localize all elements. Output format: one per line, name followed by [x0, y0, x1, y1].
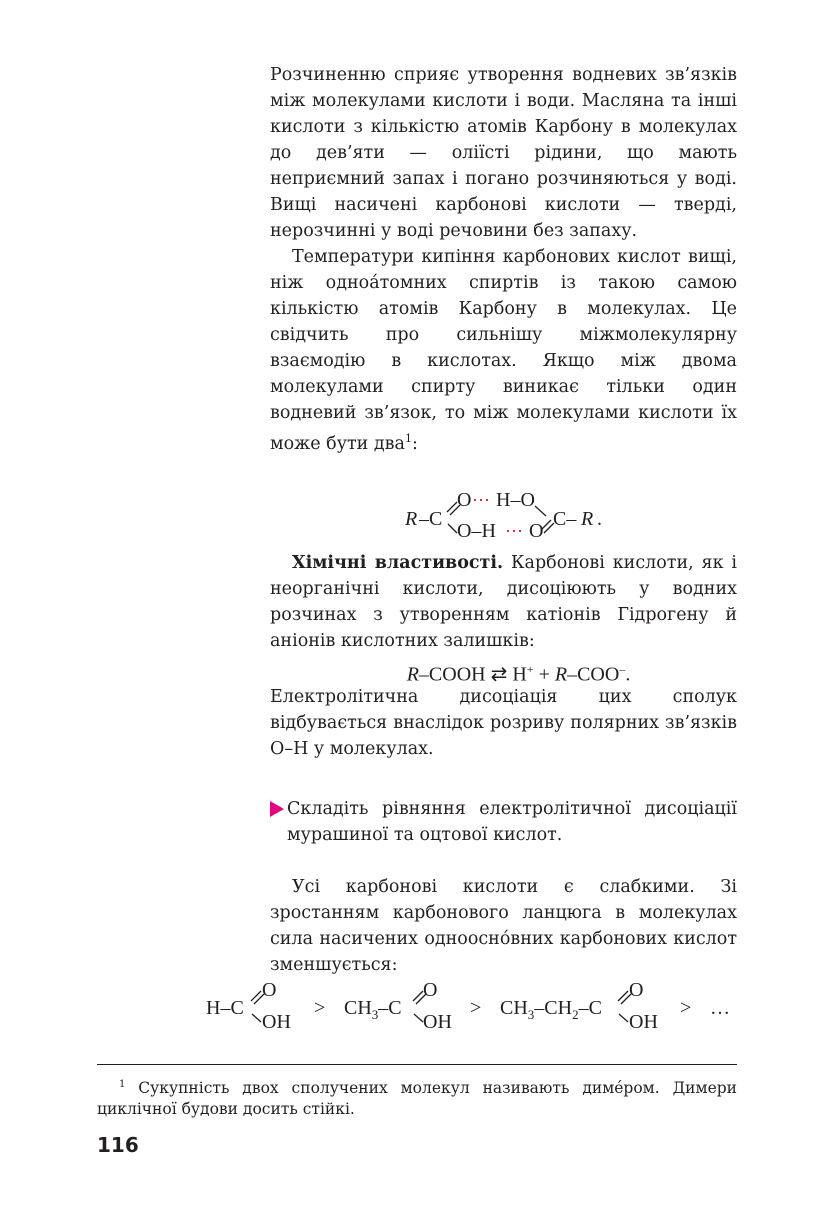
paragraph-dissociation: Електролітична дисоціація цих сполук відбувається внаслідок розриву полярних зв’язків O–H у молекулах. — [270, 687, 737, 759]
eq-rhs: –COO — [567, 663, 620, 686]
task-triangle-icon — [270, 801, 284, 817]
dimer-right-C: C– — [553, 508, 577, 530]
page-number: 116 — [97, 1133, 139, 1157]
eq-lhs-R: R — [406, 663, 419, 686]
gt-1: > — [314, 997, 326, 1019]
footnote-mark: 1 — [119, 1079, 126, 1090]
svg-text:O: O — [423, 979, 438, 1001]
eq-rhs-R: R — [554, 663, 568, 686]
paragraph-solubility: Розчиненню сприяє утворення водневих зв’язків між молекулами кислоти і води. Масляна та інші кислоти з кількістю атомів Карбону в молекулах до дев’яти — оліїсті рідини, що мають неприємний запах і погано розчиняються у воді. Вищі насичені карбонові кислоти — тверді, нерозчинні у воді речовини без запаху. — [270, 65, 737, 241]
paragraph-boiling-text: Температури кипіння карбонових кислот вищі, ніж однoáтомних спиртів із такою самою кількістю атомів Карбону в молекулах. Це свідчить про сильнішу міжмолекулярну взаємодію в кислотах. Якщо між двома молекулами спирту виникає тільки один водневий зв’язок, то між молекулами кислоти їх може бути два — [270, 247, 737, 454]
dimer-left-C: –C — [419, 508, 443, 530]
footnote-ref: 1 — [404, 432, 412, 445]
footnote — [97, 1074, 737, 1120]
hbond-top: ··· — [472, 490, 490, 510]
propanoic-acid: $CH_3-CH_2-C$ — [500, 997, 602, 1022]
text-column — [270, 62, 737, 457]
eq-h: H — [512, 663, 527, 686]
chemical-properties-heading: Хімічні властивості. — [292, 553, 504, 573]
dimer-right-O-bottom: O — [529, 520, 544, 542]
bond-right-upper — [535, 506, 546, 516]
acid-series-formula — [200, 978, 745, 1038]
eq-arrow: ⇄ — [490, 663, 508, 686]
gt-3: > — [680, 997, 692, 1019]
svg-text:O: O — [629, 979, 644, 1001]
svg-text:O: O — [262, 979, 277, 1001]
eq-h-charge: + — [526, 662, 534, 676]
ellipsis: … — [710, 997, 730, 1019]
text-column-2 — [270, 550, 737, 762]
gt-2: > — [470, 997, 482, 1019]
dimer-end: . — [597, 508, 602, 530]
task-block — [270, 796, 737, 848]
dissociation-equation — [270, 654, 737, 684]
dimer-right-R: R — [581, 508, 594, 530]
dimer-left-O-top: O — [457, 489, 472, 511]
footnote-text — [97, 1074, 737, 1120]
chemical-properties-text: Карбонові кислоти, як і неорганічні кислоти, дисоціюють у водних розчинах з утворенням катіонів Гідрогену й аніонів кислотних залишків: — [270, 553, 737, 651]
bond-left-upper — [447, 502, 457, 512]
footnote-divider — [97, 1064, 737, 1065]
acetic-acid: $CH_3-C$ — [344, 997, 402, 1022]
dimer-H-O-top: H–O — [496, 489, 535, 511]
footnote-body: Сукупність двох сполучених молекул називають диме́ром. Димери циклічної будови досить стійкі. — [97, 1079, 737, 1119]
svg-text:OH: OH — [423, 1011, 452, 1033]
dimer-formula — [395, 482, 625, 544]
text-column-3 — [270, 874, 737, 978]
hbond-bottom: ··· — [505, 521, 523, 541]
svg-text:OH: OH — [262, 1011, 291, 1033]
paragraph-chemical-properties — [270, 550, 737, 654]
task-text: Складіть рівняння електролітичної дисоціації мурашиної та оцтової кислот. — [287, 799, 737, 845]
eq-end: . — [625, 663, 631, 686]
svg-text:OH: OH — [629, 1011, 658, 1033]
eq-lhs: –COOH — [418, 663, 486, 686]
paragraph-acid-strength: Усі карбонові кислоти є слабкими. Зі зростанням карбонового ланцюга в молекулах сила насичених одноосно́вних карбонових кислот зменшується: — [270, 877, 737, 975]
paragraph-boiling-end: : — [411, 433, 418, 454]
dimer-O-H-bottom: O–H — [457, 520, 496, 542]
eq-plus: + — [538, 663, 550, 686]
formic-acid: H–C — [206, 997, 244, 1019]
paragraph-boiling — [270, 244, 737, 457]
eq-rhs-charge: – — [619, 662, 626, 676]
dimer-left-R: R — [405, 508, 418, 530]
bond-left-lower — [448, 524, 457, 533]
